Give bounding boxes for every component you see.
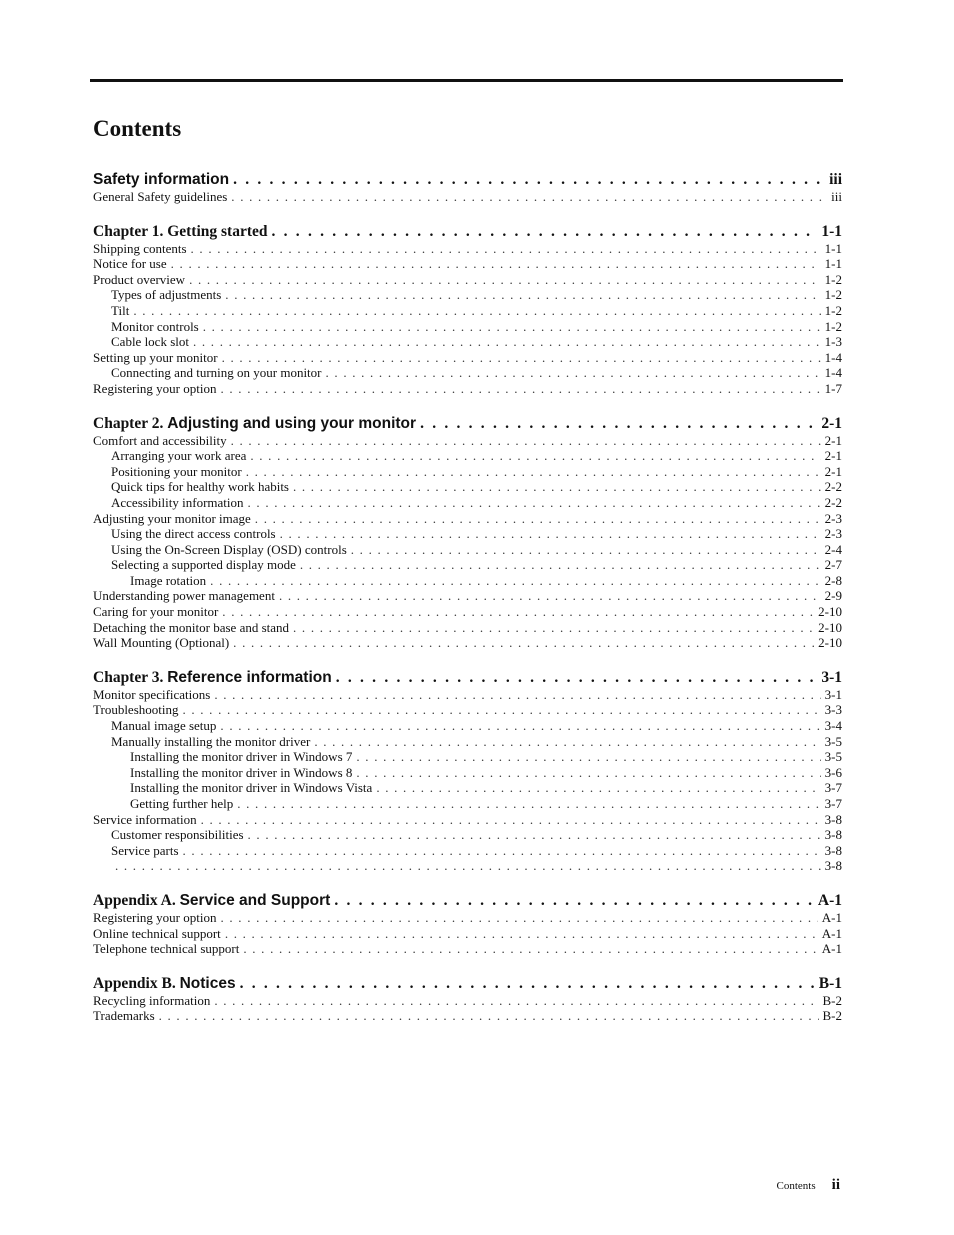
toc-entry-label: Comfort and accessibility [93, 432, 227, 448]
toc-entry-label: Positioning your monitor [111, 463, 242, 479]
dot-leader [183, 843, 821, 859]
toc-entry[interactable] [93, 189, 842, 205]
toc-heading-page: 1-1 [821, 222, 842, 240]
toc-entry[interactable] [93, 495, 842, 511]
toc-entry-page: 2-10 [818, 604, 842, 620]
dot-leader [376, 780, 820, 796]
toc-entry-page: 3-4 [824, 718, 842, 734]
toc-entry-label: Selecting a supported display mode [111, 557, 296, 573]
dot-leader [231, 433, 821, 449]
toc-entry-page: 2-2 [824, 494, 842, 510]
toc-heading-title: Reference information [167, 668, 332, 686]
toc-heading-page: iii [829, 171, 842, 188]
toc-entry[interactable] [93, 827, 842, 843]
toc-heading-label [93, 170, 229, 189]
toc-section [93, 222, 842, 397]
toc-entry-page: 2-7 [824, 557, 842, 573]
dot-leader [225, 287, 820, 303]
toc-heading-label [93, 974, 236, 993]
table-of-contents [93, 170, 842, 1041]
dot-leader [326, 365, 821, 381]
dot-leader [221, 910, 818, 926]
dot-leader [336, 668, 818, 687]
dot-leader [243, 941, 817, 957]
toc-entry-label: Arranging your work area [111, 448, 247, 464]
toc-entry-page: 1-2 [824, 271, 842, 287]
dot-leader [171, 256, 821, 272]
toc-section [93, 974, 842, 1024]
toc-entry-label: General Safety guidelines [93, 189, 228, 204]
dot-leader [240, 974, 815, 993]
toc-entry-page: 2-1 [824, 463, 842, 479]
toc-entry-page: 2-2 [824, 479, 842, 495]
toc-entry-page: B-2 [822, 992, 842, 1008]
page-title: Contents [93, 116, 182, 141]
dot-leader [272, 222, 818, 241]
toc-entry[interactable] [93, 1008, 842, 1024]
toc-entry-label: Monitor specifications [93, 686, 211, 702]
toc-entry[interactable] [93, 780, 842, 796]
toc-entry[interactable] [93, 926, 842, 942]
dot-leader [356, 749, 820, 765]
toc-entry-label: Online technical support [93, 925, 221, 941]
toc-heading-page: B-1 [818, 974, 842, 992]
toc-entry-page: 3-6 [824, 764, 842, 780]
toc-entry[interactable] [93, 604, 842, 620]
toc-entry-label: Tilt [111, 302, 130, 318]
toc-entry[interactable] [93, 557, 842, 573]
toc-entry-page: 2-1 [824, 448, 842, 464]
dot-leader [191, 241, 821, 257]
dot-leader [351, 542, 821, 558]
toc-entry-page: 2-9 [824, 588, 842, 604]
toc-heading-label [93, 414, 416, 433]
toc-entry-page: B-2 [822, 1008, 842, 1024]
toc-entry-page: 3-1 [824, 686, 842, 702]
toc-entry-label: Service parts [111, 842, 179, 858]
toc-entry[interactable] [93, 433, 842, 449]
toc-entry[interactable] [93, 287, 842, 303]
dot-leader [356, 765, 820, 781]
dot-leader [201, 812, 821, 828]
dot-leader [115, 858, 821, 874]
toc-entry-label: Adjusting your monitor image [93, 510, 251, 526]
toc-entry-page: 2-3 [824, 526, 842, 542]
toc-entry[interactable] [93, 718, 842, 734]
toc-entry-label: Telephone technical support [93, 941, 240, 957]
toc-entry-page: 2-1 [824, 432, 842, 448]
dot-leader [250, 448, 820, 464]
toc-heading-page: 2-1 [821, 414, 842, 432]
dot-leader [248, 495, 821, 511]
toc-heading-label [93, 668, 332, 687]
toc-entry-page: A-1 [821, 941, 842, 957]
toc-heading[interactable] [93, 891, 842, 910]
toc-entry[interactable] [93, 319, 842, 335]
dot-leader [279, 588, 821, 604]
toc-entry[interactable] [93, 573, 842, 589]
toc-heading-title: Notices [179, 974, 236, 992]
dot-leader [214, 993, 818, 1009]
toc-entry-label: Caring for your monitor [93, 604, 219, 620]
toc-entry[interactable] [93, 941, 842, 957]
toc-section [93, 891, 842, 957]
toc-entry-page: A-1 [821, 925, 842, 941]
toc-entry[interactable] [93, 796, 842, 812]
toc-entry-label: Monitor controls [111, 318, 199, 334]
toc-entry-page: 2-3 [824, 510, 842, 526]
toc-entry-page: 3-8 [824, 858, 842, 874]
toc-entry-page: 3-8 [824, 811, 842, 827]
toc-entry[interactable] [93, 702, 842, 718]
toc-heading[interactable] [93, 222, 842, 241]
dot-leader [221, 381, 821, 397]
toc-heading[interactable] [93, 170, 842, 189]
toc-entry[interactable] [93, 910, 842, 926]
toc-entry-page: 1-3 [824, 334, 842, 350]
toc-entry-label: Detaching the monitor base and stand [93, 619, 290, 635]
toc-entry[interactable] [93, 843, 842, 859]
toc-entry[interactable] [93, 588, 842, 604]
dot-leader [222, 604, 814, 620]
toc-entry-label: Accessibility information [111, 494, 244, 510]
toc-entry-page: 3-7 [824, 780, 842, 796]
dot-leader [280, 526, 821, 542]
toc-entry-page: 1-1 [824, 256, 842, 272]
toc-heading-prefix: Chapter 2. [93, 414, 168, 432]
toc-entry[interactable] [93, 241, 842, 257]
toc-entry-label: Types of adjustments [111, 287, 222, 303]
toc-entry-page: 2-10 [818, 619, 842, 635]
toc-heading-prefix: Appendix A. [93, 891, 180, 909]
toc-entry-label: Service information [93, 811, 197, 827]
dot-leader [182, 702, 820, 718]
dot-leader [189, 272, 821, 288]
toc-entry[interactable] [93, 734, 842, 750]
page-footer [777, 1177, 840, 1194]
dot-leader [210, 573, 820, 589]
toc-entry-label: Recycling information [93, 992, 211, 1008]
toc-entry-page: 3-5 [824, 733, 842, 749]
toc-entry[interactable] [93, 687, 842, 703]
toc-heading-label [93, 222, 268, 241]
toc-entry[interactable] [93, 812, 842, 828]
toc-entry-page: 1-2 [824, 302, 842, 318]
toc-heading-label [93, 891, 330, 910]
dot-leader [225, 926, 818, 942]
toc-entry[interactable] [93, 479, 842, 495]
dot-leader [255, 511, 821, 527]
toc-entry-label: Using the On-Screen Display (OSD) controls [111, 541, 347, 557]
toc-entry[interactable] [93, 765, 842, 781]
dot-leader [214, 687, 820, 703]
toc-heading-prefix: Appendix B. [93, 974, 180, 992]
dot-leader [420, 414, 817, 433]
toc-entry[interactable] [93, 526, 842, 542]
toc-heading-title: Chapter 1. Getting started [93, 222, 268, 240]
toc-heading-title: Safety information [93, 171, 230, 188]
dot-leader [203, 319, 821, 335]
toc-entry-page: 2-4 [824, 541, 842, 557]
toc-entry-label: Using the direct access controls [111, 526, 276, 542]
toc-entry-page: 1-7 [824, 380, 842, 396]
toc-entry-label: Installing the monitor driver in Windows Vista [130, 780, 373, 796]
dot-leader [237, 796, 820, 812]
toc-entry-label: Image rotation [130, 572, 207, 588]
toc-entry-label: Wall Mounting (Optional) [93, 635, 230, 651]
toc-entry[interactable] [93, 256, 842, 272]
toc-entry-page: A-1 [821, 909, 842, 925]
toc-entry-page: 1-2 [824, 318, 842, 334]
dot-leader [159, 1008, 819, 1024]
toc-heading[interactable] [93, 974, 842, 993]
toc-entry[interactable] [93, 542, 842, 558]
toc-entry[interactable] [93, 365, 842, 381]
toc-entry-label: Customer responsibilities [111, 827, 244, 843]
toc-entry-label: Quick tips for healthy work habits [111, 479, 289, 495]
dot-leader [222, 350, 821, 366]
toc-entry-page: 1-1 [824, 240, 842, 256]
toc-entry-label: Understanding power management [93, 588, 275, 604]
dot-leader [246, 464, 821, 480]
toc-entry[interactable] [93, 620, 842, 636]
toc-section [93, 414, 842, 651]
toc-entry[interactable] [93, 858, 842, 874]
toc-heading[interactable] [93, 414, 842, 433]
dot-leader [334, 891, 814, 910]
toc-entry-page: 3-3 [824, 702, 842, 718]
toc-entry[interactable] [93, 448, 842, 464]
toc-entry-page: 1-2 [824, 287, 842, 303]
toc-entry[interactable] [93, 272, 842, 288]
toc-entry-label: Troubleshooting [93, 702, 179, 718]
toc-entry-label: Product overview [93, 271, 186, 287]
toc-entry-page: 2-8 [824, 572, 842, 588]
dot-leader [248, 827, 821, 843]
toc-section [93, 170, 842, 205]
toc-entry-label: Registering your option [93, 909, 217, 925]
toc-entry-label: Getting further help [130, 796, 234, 811]
toc-entry-label: Connecting and turning on your monitor [111, 365, 322, 381]
dot-leader [293, 479, 821, 495]
toc-heading-prefix: Chapter 3. [93, 668, 168, 686]
dot-leader [231, 189, 827, 205]
toc-entry-label: Installing the monitor driver in Windows 8 [130, 764, 353, 780]
toc-entry-label: Registering your option [93, 380, 217, 396]
toc-entry-label: Manually installing the monitor driver [111, 733, 311, 749]
toc-entry[interactable] [93, 334, 842, 350]
toc-entry[interactable] [93, 350, 842, 366]
footer-page-number: ii [831, 1177, 840, 1193]
toc-entry-label: Shipping contents [93, 240, 187, 256]
dot-leader [314, 734, 820, 750]
dot-leader [300, 557, 821, 573]
toc-entry[interactable] [93, 381, 842, 397]
toc-section [93, 668, 842, 874]
toc-heading-page: 3-1 [821, 668, 842, 686]
toc-entry[interactable] [93, 993, 842, 1009]
toc-entry[interactable] [93, 635, 842, 651]
dot-leader [193, 334, 821, 350]
toc-entry-label: Manual image setup [111, 718, 217, 734]
toc-entry[interactable] [93, 749, 842, 765]
toc-heading[interactable] [93, 668, 842, 687]
toc-entry-page: 3-7 [824, 796, 842, 811]
toc-entry-label: Installing the monitor driver in Windows 7 [130, 749, 353, 765]
toc-heading-title: Service and Support [179, 891, 331, 909]
toc-heading-page: A-1 [817, 891, 842, 909]
toc-heading-title: Adjusting and using your monitor [167, 414, 417, 432]
toc-entry-label: Notice for use [93, 256, 167, 272]
footer-label: Contents [776, 1180, 816, 1192]
header-rule [90, 79, 843, 82]
dot-leader [133, 303, 820, 319]
toc-entry-label: Cable lock slot [111, 334, 189, 350]
toc-entry[interactable] [93, 511, 842, 527]
toc-entry-label: Setting up your monitor [93, 349, 218, 365]
toc-entry[interactable] [93, 464, 842, 480]
dot-leader [220, 718, 820, 734]
toc-entry-label: Trademarks [93, 1008, 155, 1024]
toc-entry-page: 3-8 [824, 827, 842, 843]
dot-leader [233, 635, 814, 651]
toc-entry[interactable] [93, 303, 842, 319]
toc-entry-page: 1-4 [824, 349, 842, 365]
toc-entry-page: 2-10 [818, 635, 842, 651]
toc-entry-page: 3-5 [824, 749, 842, 765]
dot-leader [233, 170, 825, 189]
toc-entry-page: iii [831, 189, 842, 204]
dot-leader [293, 620, 814, 636]
toc-entry-page: 3-8 [824, 842, 842, 858]
toc-entry-page: 1-4 [824, 365, 842, 381]
